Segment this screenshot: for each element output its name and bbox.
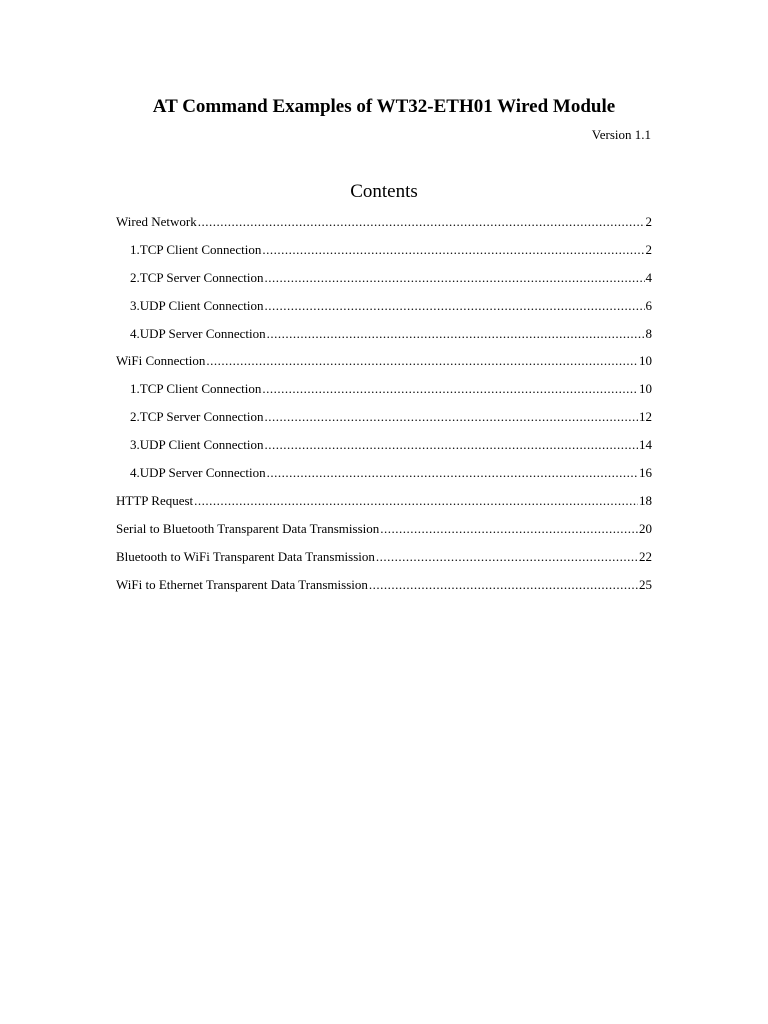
toc-entry-label: 4.UDP Server Connection xyxy=(130,325,266,341)
toc-dot-leader xyxy=(264,407,638,427)
toc-dot-leader xyxy=(376,547,638,567)
toc-dot-leader xyxy=(264,268,644,288)
toc-entry-page: 10 xyxy=(639,381,652,397)
toc-entry-label: 2.TCP Server Connection xyxy=(130,409,264,425)
toc-entry-page: 2 xyxy=(645,241,652,257)
toc-entry-label: WiFi to Ethernet Transparent Data Transmission xyxy=(116,576,368,592)
toc-dot-leader xyxy=(265,296,645,316)
table-of-contents xyxy=(116,212,652,602)
document-version: Version 1.1 xyxy=(591,127,651,142)
toc-entry[interactable] xyxy=(116,268,652,296)
toc-entry-page: 25 xyxy=(639,576,652,592)
toc-entry-page: 6 xyxy=(645,297,652,313)
toc-entry-label: 4.UDP Server Connection xyxy=(130,465,266,481)
toc-dot-leader xyxy=(262,240,644,260)
toc-dot-leader xyxy=(265,435,639,455)
toc-dot-leader xyxy=(206,351,638,371)
toc-entry-label: 1.TCP Client Connection xyxy=(130,241,262,257)
toc-entry-page: 22 xyxy=(639,548,652,564)
toc-entry-page: 4 xyxy=(645,269,652,285)
toc-entry-label: WiFi Connection xyxy=(116,353,206,369)
toc-entry-page: 2 xyxy=(645,214,652,229)
toc-entry-label: 3.UDP Client Connection xyxy=(130,297,264,313)
toc-entry-page: 18 xyxy=(639,492,652,508)
toc-dot-leader xyxy=(194,491,638,511)
toc-entry-label: 1.TCP Client Connection xyxy=(130,381,262,397)
toc-entry[interactable] xyxy=(116,491,652,519)
toc-entry-label: 2.TCP Server Connection xyxy=(130,269,264,285)
toc-entry[interactable] xyxy=(116,435,652,463)
toc-dot-leader xyxy=(380,519,638,539)
document-title: AT Command Examples of WT32-ETH01 Wired Module xyxy=(152,96,616,117)
toc-entry[interactable] xyxy=(116,463,652,491)
toc-dot-leader xyxy=(267,463,638,483)
toc-entry[interactable] xyxy=(116,324,652,352)
toc-entry[interactable] xyxy=(116,407,652,435)
toc-entry[interactable] xyxy=(116,379,652,407)
toc-entry-page: 12 xyxy=(639,409,652,425)
toc-entry[interactable] xyxy=(116,547,652,575)
toc-heading: Contents xyxy=(350,181,418,202)
toc-entry[interactable] xyxy=(116,296,652,324)
toc-entry-label: Bluetooth to WiFi Transparent Data Transmission xyxy=(116,548,375,564)
toc-entry-label: HTTP Request xyxy=(116,492,194,508)
toc-dot-leader xyxy=(262,379,638,399)
toc-dot-leader xyxy=(267,324,645,344)
toc-dot-leader xyxy=(369,575,638,595)
toc-dot-leader xyxy=(198,212,645,232)
toc-entry[interactable] xyxy=(116,575,652,603)
toc-entry-page: 16 xyxy=(639,465,652,481)
toc-entry[interactable] xyxy=(116,519,652,547)
toc-entry-page: 20 xyxy=(639,520,652,536)
toc-entry-page: 10 xyxy=(639,353,652,369)
toc-entry-page: 14 xyxy=(639,437,652,453)
toc-entry-label: Serial to Bluetooth Transparent Data Transmission xyxy=(116,520,380,536)
toc-entry[interactable] xyxy=(116,212,652,240)
toc-entry-label: Wired Network xyxy=(116,214,197,229)
toc-entry-label: 3.UDP Client Connection xyxy=(130,437,264,453)
toc-entry[interactable] xyxy=(116,240,652,268)
toc-entry[interactable] xyxy=(116,351,652,379)
toc-entry-page: 8 xyxy=(645,325,652,341)
